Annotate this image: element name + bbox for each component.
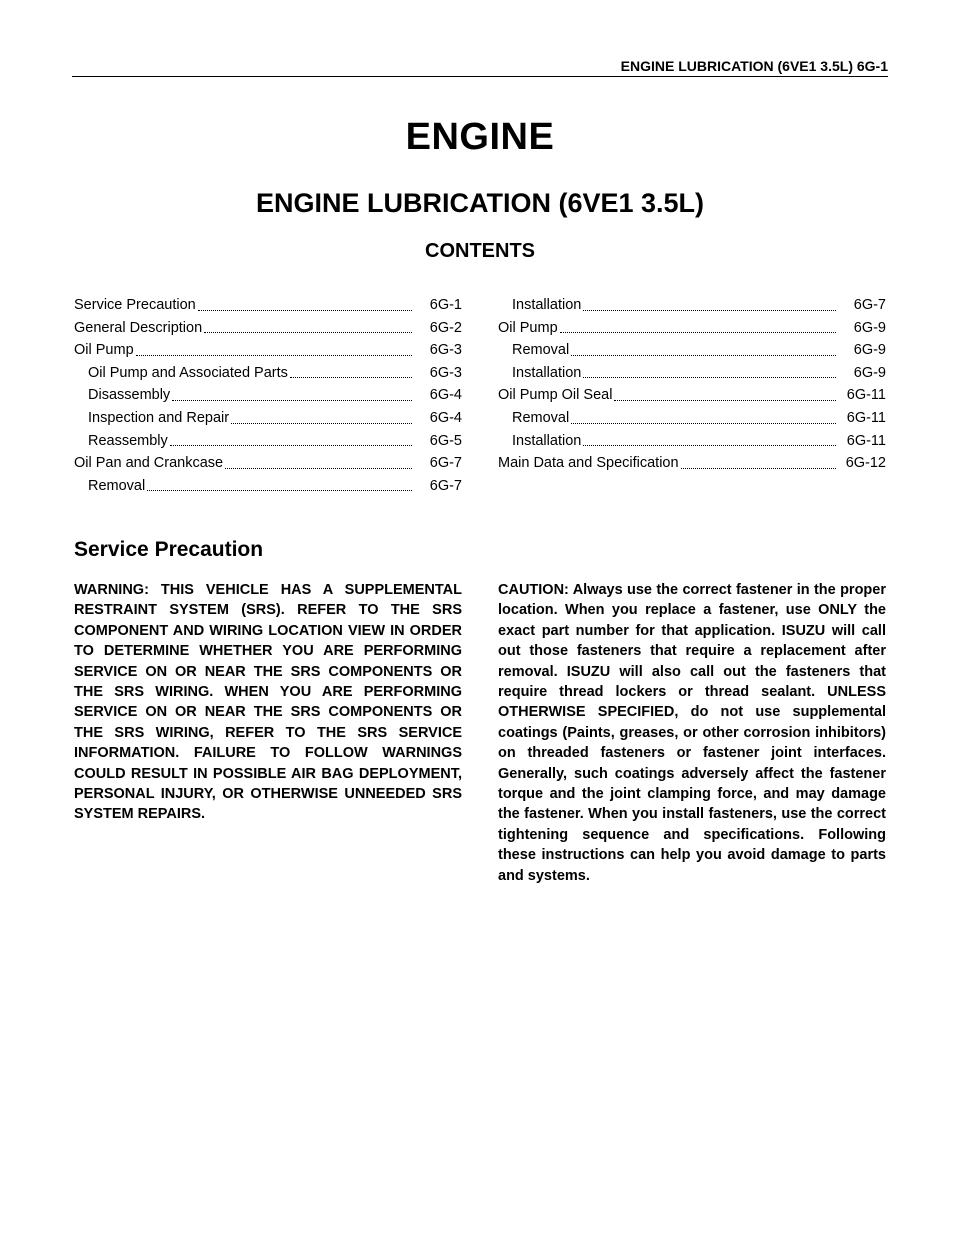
toc-entry[interactable]: [498, 430, 886, 453]
toc-leader-dots: [583, 431, 836, 446]
toc-leader-dots: [172, 386, 412, 401]
toc-entry-page: 6G-2: [429, 319, 462, 336]
toc-entry-title: Oil Pump Oil Seal: [498, 387, 613, 404]
toc-entry-title: Installation: [512, 364, 582, 381]
toc-entry[interactable]: [498, 384, 886, 407]
toc-entry-title: Inspection and Repair: [88, 409, 230, 426]
toc-leader-dots: [571, 341, 836, 356]
warning-paragraph: WARNING: THIS VEHICLE HAS A SUPPLEMENTAL RESTRAINT SYSTEM (SRS). REFER TO THE SRS COMPONENT AND WIRING LOCATION VIEW IN ORDER TO DETERMINE WHETHER YOU ARE PERFORMING SERVICE ON OR NEAR THE SRS COMPONENTS OR THE SRS WIRING. WHEN YOU ARE PERFORMING SERVICE ON OR NEAR THE SRS COMPONENTS OR THE SRS WIRING, REFER TO THE SRS SERVICE INFORMATION. FAILURE TO FOLLOW WARNINGS COULD RESULT IN POSSIBLE AIR BAG DEPLOYMENT, PERSONAL INJURY, OR OTHERWISE UNNEEDED SRS SYSTEM REPAIRS.: [74, 582, 462, 823]
toc-entry-page: 6G-9: [853, 319, 886, 336]
toc-entry[interactable]: [74, 362, 462, 385]
toc-leader-dots: [681, 454, 836, 469]
toc-entry[interactable]: [74, 339, 462, 362]
toc-entry-title: Service Precaution: [74, 297, 196, 313]
toc-entry-page: 6G-4: [429, 409, 462, 426]
toc-entry[interactable]: [498, 294, 886, 317]
toc-entry-page: 6G-7: [429, 455, 462, 472]
toc-entry-page: 6G-9: [853, 364, 886, 381]
section-heading: Service Precaution: [74, 538, 264, 561]
toc-entry-page: 6G-3: [429, 342, 462, 359]
toc-leader-dots: [583, 296, 836, 311]
toc-entry-page: 6G-9: [853, 342, 886, 359]
toc-entry-page: 6G-7: [853, 297, 886, 313]
toc-leader-dots: [583, 363, 836, 378]
toc-entry-title: General Description: [74, 319, 203, 336]
caution-paragraph: CAUTION: Always use the correct fastener in the proper location. When you replace a fastener, use ONLY the exact part number for that application. ISUZU will call out those fasteners that require a replacement after removal. ISUZU will also call out the fasteners that require thread lockers or thread sealant. UNLESS OTHERWISE SPECIFIED, do not use supplemental coatings (Paints, greases, or other corrosion inhibitors) on threaded fasteners or fastener joint interfaces. Generally, such coatings adversely affect the fastener torque and the joint clamping force, and may damage the fastener. When you install fasteners, use the correct tightening sequence and specifications. Following these instructions can help you avoid damage to parts and systems.: [498, 582, 886, 884]
toc-leader-dots: [198, 296, 412, 311]
toc-entry-page: 6G-11: [846, 409, 886, 426]
toc-entry-title: Removal: [512, 409, 570, 426]
toc-entry[interactable]: [74, 452, 462, 475]
toc-entry[interactable]: [498, 362, 886, 385]
toc-entry-title: Reassembly: [88, 432, 168, 449]
toc-entry[interactable]: [74, 384, 462, 407]
toc-leader-dots: [231, 409, 412, 424]
toc-entry-page: 6G-7: [429, 477, 462, 494]
toc-entry[interactable]: [74, 430, 462, 453]
toc-entry-page: 6G-4: [429, 387, 462, 404]
toc-entry[interactable]: [74, 407, 462, 430]
toc-entry-title: Disassembly: [88, 387, 171, 404]
toc-leader-dots: [571, 409, 836, 424]
toc-leader-dots: [560, 318, 836, 333]
toc-left-column: [74, 294, 462, 497]
toc-entry-page: 6G-11: [846, 432, 886, 449]
running-header: ENGINE LUBRICATION (6VE1 3.5L) 6G-1: [72, 58, 888, 77]
toc-entry[interactable]: [74, 475, 462, 498]
toc-entry[interactable]: [74, 294, 462, 317]
toc-entry-title: Installation: [512, 432, 582, 449]
toc-leader-dots: [614, 386, 836, 401]
toc-entry[interactable]: [498, 452, 886, 475]
toc-entry-page: 6G-1: [429, 297, 462, 313]
toc-entry-page: 6G-3: [429, 364, 462, 381]
toc-entry-title: Removal: [512, 342, 570, 359]
toc-leader-dots: [170, 431, 412, 446]
toc-leader-dots: [225, 454, 412, 469]
toc-entry-page: 6G-5: [429, 432, 462, 449]
toc-entry[interactable]: [498, 339, 886, 362]
toc-leader-dots: [204, 318, 412, 333]
toc-leader-dots: [147, 476, 412, 491]
toc-entry-title: Oil Pan and Crankcase: [74, 455, 224, 472]
toc-entry-title: Oil Pump and Associated Parts: [88, 364, 288, 381]
toc-leader-dots: [290, 363, 412, 378]
toc-right-column: [498, 294, 886, 475]
toc-entry-title: Oil Pump: [498, 319, 558, 336]
toc-entry-title: Oil Pump: [74, 342, 134, 359]
toc-entry-title: Main Data and Specification: [498, 455, 679, 472]
toc-leader-dots: [136, 341, 412, 356]
toc-entry[interactable]: [74, 317, 462, 340]
toc-entry-title: Installation: [512, 297, 582, 313]
toc-entry-page: 6G-11: [846, 387, 886, 404]
toc-entry[interactable]: [498, 407, 886, 430]
contents-heading: CONTENTS: [425, 240, 535, 262]
toc-entry[interactable]: [498, 317, 886, 340]
page-subtitle: ENGINE LUBRICATION (6VE1 3.5L): [255, 188, 705, 218]
page-title: ENGINE: [405, 116, 555, 158]
toc-entry-title: Removal: [88, 477, 146, 494]
toc-entry-page: 6G-12: [845, 455, 886, 472]
